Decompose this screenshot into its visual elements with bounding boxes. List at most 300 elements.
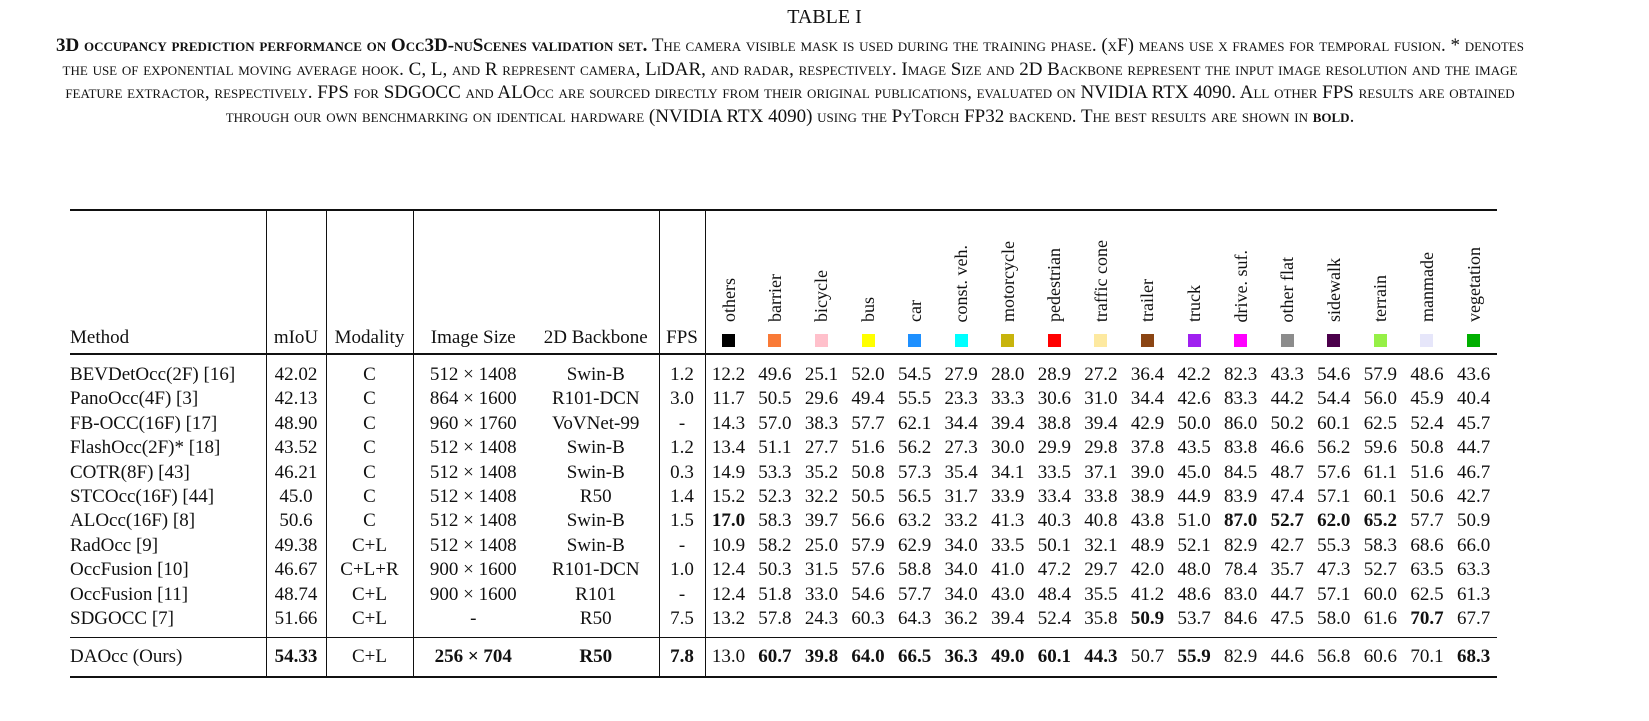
cell-class-iou: 45.9 bbox=[1410, 388, 1444, 410]
cell-class-iou: 33.0 bbox=[804, 583, 839, 605]
cell-class-iou: 35.4 bbox=[944, 461, 978, 483]
class-label: bus bbox=[858, 296, 879, 322]
cell-modality: C bbox=[326, 436, 413, 460]
cell-class-iou: 39.0 bbox=[1130, 461, 1165, 483]
class-label: terrain bbox=[1370, 275, 1391, 322]
table-row bbox=[70, 583, 1497, 607]
cell-fps: 7.5 bbox=[659, 607, 705, 638]
cell-class-iou: 12.4 bbox=[711, 559, 746, 581]
cell-modality: C bbox=[326, 509, 413, 533]
cell-image-size: 900 × 1600 bbox=[429, 583, 517, 605]
cell-class-iou: 65.2 bbox=[1363, 510, 1397, 532]
cell-class-iou: 61.1 bbox=[1363, 461, 1397, 483]
cell-class-iou: 53.3 bbox=[758, 461, 792, 483]
cell-miou: 49.38 bbox=[266, 534, 326, 558]
cell-class-iou: 48.6 bbox=[1177, 583, 1211, 605]
cell-class-iou: 66.0 bbox=[1457, 534, 1491, 556]
cell-fps: 0.3 bbox=[659, 461, 705, 485]
cell-class-iou: 61.6 bbox=[1363, 608, 1397, 630]
cell-method: OccFusion [11] bbox=[70, 583, 266, 607]
cell-class-iou: 39.8 bbox=[798, 638, 845, 678]
cell-class-iou: 86.0 bbox=[1224, 412, 1258, 434]
cell-fps: 1.4 bbox=[659, 485, 705, 509]
cell-class-iou: 36.4 bbox=[1130, 364, 1165, 385]
cell-class-iou: 62.5 bbox=[1363, 412, 1397, 434]
cell-class-iou: 57.9 bbox=[851, 534, 885, 556]
cell-class-iou: 55.9 bbox=[1171, 638, 1218, 678]
cell-class-iou: 44.7 bbox=[1457, 437, 1491, 459]
cell-class-iou: 32.1 bbox=[1084, 534, 1118, 556]
cell-class-iou: 13.2 bbox=[711, 608, 746, 630]
cell-class-iou: 28.0 bbox=[991, 364, 1025, 385]
cell-method: COTR(8F) [43] bbox=[70, 461, 266, 485]
cell-image-size: 960 × 1760 bbox=[429, 412, 517, 434]
class-color-swatch bbox=[768, 334, 781, 347]
cell-class-iou: 57.7 bbox=[851, 412, 885, 434]
cell-backbone: R101 bbox=[533, 583, 659, 607]
cell-class-iou: 47.2 bbox=[1037, 559, 1071, 581]
cell-class-iou: 30.0 bbox=[991, 437, 1025, 459]
cell-class-iou: 49.4 bbox=[851, 388, 885, 410]
header-class-manmade bbox=[1404, 210, 1451, 354]
cell-class-iou: 10.9 bbox=[711, 534, 746, 556]
header-class-motorcycle bbox=[984, 210, 1031, 354]
class-color-swatch bbox=[1048, 334, 1061, 347]
cell-class-iou: 46.6 bbox=[1270, 437, 1304, 459]
cell-class-iou: 52.4 bbox=[1410, 412, 1444, 434]
cell-class-iou: 52.7 bbox=[1363, 559, 1397, 581]
cell-class-iou: 50.0 bbox=[1177, 412, 1211, 434]
cell-class-iou: 78.4 bbox=[1224, 559, 1258, 581]
header-class-truck bbox=[1171, 210, 1218, 354]
cell-class-iou: 64.3 bbox=[897, 608, 932, 630]
cell-class-iou: 52.3 bbox=[758, 486, 792, 508]
cell-class-iou: 52.0 bbox=[851, 364, 885, 385]
header-class-const-veh bbox=[938, 210, 985, 354]
cell-fps: - bbox=[659, 583, 705, 607]
class-color-swatch bbox=[1094, 334, 1107, 347]
cell-class-iou: 30.6 bbox=[1037, 388, 1071, 410]
cell-class-iou: 33.5 bbox=[1037, 461, 1071, 483]
cell-class-iou: 35.7 bbox=[1270, 559, 1304, 581]
header-class-barrier bbox=[752, 210, 799, 354]
cell-miou: 46.67 bbox=[266, 558, 326, 582]
cell-modality: C bbox=[326, 412, 413, 436]
cell-class-iou: 56.2 bbox=[1317, 437, 1351, 459]
header-image-size: Image Size bbox=[413, 210, 533, 354]
cell-class-iou: 68.3 bbox=[1450, 638, 1497, 678]
cell-class-iou: 13.0 bbox=[705, 638, 752, 678]
header-method: Method bbox=[70, 210, 266, 354]
cell-class-iou: 61.3 bbox=[1457, 583, 1491, 605]
cell-backbone: Swin-B bbox=[533, 436, 659, 460]
cell-class-iou: 43.5 bbox=[1177, 437, 1211, 459]
cell-class-iou: 37.8 bbox=[1130, 437, 1165, 459]
cell-class-iou: 82.3 bbox=[1224, 364, 1258, 385]
cell-class-iou: 31.7 bbox=[944, 486, 978, 508]
cell-backbone: R50 bbox=[533, 485, 659, 509]
cell-class-iou: 42.0 bbox=[1130, 559, 1165, 581]
cell-class-iou: 56.8 bbox=[1311, 638, 1358, 678]
cell-backbone: Swin-B bbox=[533, 461, 659, 485]
cell-backbone: Swin-B bbox=[533, 509, 659, 533]
cell-class-iou: 48.9 bbox=[1130, 534, 1165, 556]
cell-class-iou: 63.3 bbox=[1457, 559, 1491, 581]
cell-class-iou: 82.9 bbox=[1224, 534, 1258, 556]
cell-class-iou: 33.4 bbox=[1037, 486, 1071, 508]
cell-class-iou: 12.2 bbox=[711, 364, 746, 385]
cell-class-iou: 27.3 bbox=[944, 437, 978, 459]
table-row bbox=[70, 607, 1497, 638]
cell-class-iou: 58.3 bbox=[758, 510, 792, 532]
cell-class-iou: 24.3 bbox=[804, 608, 839, 630]
class-label: vegetation bbox=[1463, 247, 1484, 322]
cell-class-iou: 33.5 bbox=[991, 534, 1025, 556]
cell-class-iou: 50.9 bbox=[1130, 608, 1165, 630]
cell-class-iou: 87.0 bbox=[1224, 510, 1258, 532]
cell-class-iou: 48.7 bbox=[1270, 461, 1304, 483]
cell-class-iou: 42.6 bbox=[1177, 388, 1211, 410]
cell-class-iou: 13.4 bbox=[711, 437, 746, 459]
cell-image-size: 512 × 1408 bbox=[429, 534, 517, 556]
cell-class-iou: 60.1 bbox=[1317, 412, 1351, 434]
cell-method: DAOcc (Ours) bbox=[70, 638, 266, 678]
cell-fps: 1.2 bbox=[659, 354, 705, 387]
table-row bbox=[70, 387, 1497, 411]
cell-class-iou: 83.8 bbox=[1224, 437, 1258, 459]
cell-class-iou: 59.6 bbox=[1363, 437, 1397, 459]
cell-modality: C bbox=[326, 485, 413, 509]
cell-class-iou: 70.1 bbox=[1404, 638, 1451, 678]
class-color-swatch bbox=[815, 334, 828, 347]
cell-class-iou: 28.9 bbox=[1037, 364, 1071, 385]
header-class-traffic-cone bbox=[1078, 210, 1125, 354]
table-row bbox=[70, 354, 1497, 387]
cell-class-iou: 27.7 bbox=[804, 437, 839, 459]
cell-class-iou: 27.9 bbox=[944, 364, 978, 385]
cell-fps: - bbox=[659, 412, 705, 436]
cell-backbone: R101-DCN bbox=[533, 558, 659, 582]
cell-class-iou: 46.7 bbox=[1457, 461, 1491, 483]
cell-miou: 51.66 bbox=[266, 607, 326, 638]
cell-class-iou: 68.6 bbox=[1410, 534, 1444, 556]
cell-class-iou: 44.7 bbox=[1270, 583, 1304, 605]
cell-class-iou: 51.1 bbox=[758, 437, 792, 459]
cell-backbone: Swin-B bbox=[533, 534, 659, 558]
cell-class-iou: 67.7 bbox=[1457, 608, 1491, 630]
cell-class-iou: 60.1 bbox=[1363, 486, 1397, 508]
class-color-swatch bbox=[862, 334, 875, 347]
cell-class-iou: 23.3 bbox=[944, 388, 978, 410]
cell-class-iou: 42.7 bbox=[1457, 486, 1491, 508]
cell-miou: 50.6 bbox=[266, 509, 326, 533]
header-class-car bbox=[891, 210, 938, 354]
cell-backbone: R101-DCN bbox=[533, 387, 659, 411]
cell-class-iou: 35.2 bbox=[804, 461, 839, 483]
cell-class-iou: 50.1 bbox=[1037, 534, 1071, 556]
cell-class-iou: 45.7 bbox=[1457, 412, 1491, 434]
cell-class-iou: 58.3 bbox=[1363, 534, 1397, 556]
header-class-terrain bbox=[1357, 210, 1404, 354]
class-color-swatch bbox=[1374, 334, 1387, 347]
class-color-swatch bbox=[1188, 334, 1201, 347]
cell-class-iou: 31.0 bbox=[1084, 388, 1118, 410]
cell-class-iou: 48.4 bbox=[1037, 583, 1071, 605]
class-label: sidewalk bbox=[1323, 258, 1344, 322]
cell-class-iou: 34.0 bbox=[944, 559, 978, 581]
cell-modality: C+L+R bbox=[326, 558, 413, 582]
cell-class-iou: 25.0 bbox=[804, 534, 839, 556]
cell-fps: 3.0 bbox=[659, 387, 705, 411]
cell-fps: 7.8 bbox=[659, 638, 705, 678]
cell-class-iou: 50.8 bbox=[1410, 437, 1444, 459]
cell-image-size: 512 × 1408 bbox=[429, 461, 517, 483]
cell-method: FB-OCC(16F) [17] bbox=[70, 412, 266, 436]
cell-fps: 1.5 bbox=[659, 509, 705, 533]
cell-class-iou: 49.0 bbox=[984, 638, 1031, 678]
cell-class-iou: 50.3 bbox=[758, 559, 792, 581]
cell-class-iou: 32.2 bbox=[804, 486, 839, 508]
header-fps: FPS bbox=[659, 210, 705, 354]
cell-class-iou: 57.7 bbox=[897, 583, 932, 605]
cell-backbone: Swin-B bbox=[533, 354, 659, 387]
cell-class-iou: 56.5 bbox=[897, 486, 932, 508]
cell-fps: 1.2 bbox=[659, 436, 705, 460]
cell-class-iou: 84.6 bbox=[1224, 608, 1258, 630]
cell-class-iou: 38.3 bbox=[804, 412, 839, 434]
table-body bbox=[70, 354, 1497, 677]
cell-class-iou: 29.6 bbox=[804, 388, 839, 410]
header-class-vegetation bbox=[1450, 210, 1497, 354]
cell-class-iou: 48.6 bbox=[1410, 364, 1444, 385]
cell-class-iou: 44.9 bbox=[1177, 486, 1211, 508]
cell-image-size: 900 × 1600 bbox=[429, 559, 517, 581]
cell-class-iou: 42.9 bbox=[1130, 412, 1165, 434]
cell-class-iou: 39.7 bbox=[804, 510, 839, 532]
cell-class-iou: 64.0 bbox=[845, 638, 892, 678]
header-miou: mIoU bbox=[266, 210, 326, 354]
cell-class-iou: 11.7 bbox=[712, 388, 745, 410]
class-color-swatch bbox=[908, 334, 921, 347]
cell-class-iou: 54.6 bbox=[851, 583, 885, 605]
cell-class-iou: 51.0 bbox=[1177, 510, 1211, 532]
cell-class-iou: 43.3 bbox=[1270, 364, 1304, 385]
cell-class-iou: 52.7 bbox=[1270, 510, 1304, 532]
cell-class-iou: 45.0 bbox=[1177, 461, 1211, 483]
cell-class-iou: 83.0 bbox=[1224, 583, 1258, 605]
class-label: car bbox=[904, 300, 925, 322]
cell-class-iou: 43.6 bbox=[1457, 364, 1491, 385]
cell-class-iou: 41.2 bbox=[1130, 583, 1165, 605]
cell-class-iou: 35.8 bbox=[1084, 608, 1118, 630]
cell-miou: 48.74 bbox=[266, 583, 326, 607]
cell-class-iou: 44.3 bbox=[1078, 638, 1125, 678]
cell-miou: 42.13 bbox=[266, 387, 326, 411]
cell-class-iou: 44.6 bbox=[1264, 638, 1311, 678]
class-color-swatch bbox=[722, 334, 735, 347]
cell-class-iou: 57.7 bbox=[1410, 510, 1444, 532]
cell-method: OccFusion [10] bbox=[70, 558, 266, 582]
cell-miou: 48.90 bbox=[266, 412, 326, 436]
cell-class-iou: 47.3 bbox=[1317, 559, 1351, 581]
cell-class-iou: 62.0 bbox=[1317, 510, 1351, 532]
cell-class-iou: 50.2 bbox=[1270, 412, 1304, 434]
cell-class-iou: 60.1 bbox=[1031, 638, 1078, 678]
header-class-bus bbox=[845, 210, 892, 354]
class-color-swatch bbox=[1281, 334, 1294, 347]
cell-class-iou: 66.5 bbox=[891, 638, 938, 678]
cell-class-iou: 54.5 bbox=[897, 364, 932, 385]
cell-class-iou: 48.0 bbox=[1177, 559, 1211, 581]
class-color-swatch bbox=[1327, 334, 1340, 347]
cell-class-iou: 57.6 bbox=[851, 559, 885, 581]
cell-class-iou: 31.5 bbox=[804, 559, 839, 581]
cell-class-iou: 50.6 bbox=[1410, 486, 1444, 508]
class-color-swatch bbox=[1234, 334, 1247, 347]
cell-modality: C+L bbox=[326, 607, 413, 638]
cell-class-iou: 63.5 bbox=[1410, 559, 1444, 581]
cell-class-iou: 14.9 bbox=[711, 461, 746, 483]
cell-class-iou: 37.1 bbox=[1084, 461, 1118, 483]
table-row-ours bbox=[70, 638, 1497, 678]
cell-class-iou: 63.2 bbox=[897, 510, 932, 532]
class-color-swatch bbox=[1467, 334, 1480, 347]
cell-class-iou: 50.5 bbox=[758, 388, 792, 410]
cell-class-iou: 47.5 bbox=[1270, 608, 1304, 630]
cell-modality: C+L bbox=[326, 534, 413, 558]
cell-method: FlashOcc(2F)* [18] bbox=[70, 436, 266, 460]
cell-class-iou: 57.1 bbox=[1317, 583, 1351, 605]
cell-method: ALOcc(16F) [8] bbox=[70, 509, 266, 533]
header-class-other-flat bbox=[1264, 210, 1311, 354]
cell-class-iou: 29.7 bbox=[1084, 559, 1118, 581]
cell-image-size: 512 × 1408 bbox=[429, 437, 517, 459]
cell-miou: 54.33 bbox=[266, 638, 326, 678]
cell-class-iou: 47.4 bbox=[1270, 486, 1304, 508]
table-row bbox=[70, 412, 1497, 436]
cell-class-iou: 39.4 bbox=[991, 412, 1025, 434]
cell-class-iou: 42.2 bbox=[1177, 364, 1211, 385]
cell-class-iou: 57.1 bbox=[1317, 486, 1351, 508]
cell-class-iou: 57.0 bbox=[758, 412, 792, 434]
cell-image-size: 512 × 1408 bbox=[429, 510, 517, 532]
cell-class-iou: 33.8 bbox=[1084, 486, 1118, 508]
cell-class-iou: 35.5 bbox=[1084, 583, 1118, 605]
cell-class-iou: 50.7 bbox=[1124, 638, 1171, 678]
cell-class-iou: 57.9 bbox=[1363, 364, 1397, 385]
cell-class-iou: 41.3 bbox=[991, 510, 1025, 532]
cell-class-iou: 55.3 bbox=[1317, 534, 1351, 556]
cell-class-iou: 60.6 bbox=[1357, 638, 1404, 678]
cell-miou: 45.0 bbox=[266, 485, 326, 509]
header-backbone: 2D Backbone bbox=[533, 210, 659, 354]
cell-modality: C bbox=[326, 461, 413, 485]
cell-miou: 42.02 bbox=[266, 354, 326, 387]
caption-bold-word: bold bbox=[1312, 105, 1350, 127]
cell-miou: 46.21 bbox=[266, 461, 326, 485]
cell-class-iou: 82.9 bbox=[1217, 638, 1264, 678]
cell-class-iou: 33.2 bbox=[944, 510, 978, 532]
cell-class-iou: 34.0 bbox=[944, 534, 978, 556]
cell-class-iou: 34.1 bbox=[991, 461, 1025, 483]
cell-class-iou: 12.4 bbox=[711, 583, 746, 605]
cell-class-iou: 56.2 bbox=[897, 437, 932, 459]
cell-class-iou: 49.6 bbox=[758, 364, 792, 385]
header-class-trailer bbox=[1124, 210, 1171, 354]
cell-method: BEVDetOcc(2F) [16] bbox=[70, 354, 266, 387]
cell-class-iou: 44.2 bbox=[1270, 388, 1304, 410]
table-row bbox=[70, 485, 1497, 509]
class-color-swatch bbox=[1001, 334, 1014, 347]
class-label: other flat bbox=[1277, 256, 1298, 322]
header-modality: Modality bbox=[326, 210, 413, 354]
cell-class-iou: 33.9 bbox=[991, 486, 1025, 508]
cell-class-iou: 33.3 bbox=[991, 388, 1025, 410]
cell-modality: C bbox=[326, 387, 413, 411]
cell-class-iou: 54.4 bbox=[1317, 388, 1351, 410]
cell-class-iou: 60.3 bbox=[851, 608, 885, 630]
class-color-swatch bbox=[955, 334, 968, 347]
cell-class-iou: 36.2 bbox=[944, 608, 978, 630]
header-row bbox=[70, 210, 1497, 354]
cell-class-iou: 56.6 bbox=[851, 510, 885, 532]
cell-class-iou: 34.0 bbox=[944, 583, 978, 605]
class-label: trailer bbox=[1137, 279, 1158, 322]
cell-method: RadOcc [9] bbox=[70, 534, 266, 558]
cell-class-iou: 43.0 bbox=[991, 583, 1025, 605]
cell-method: STCOcc(16F) [44] bbox=[70, 485, 266, 509]
cell-class-iou: 60.0 bbox=[1363, 583, 1397, 605]
cell-modality: C bbox=[326, 354, 413, 387]
cell-class-iou: 25.1 bbox=[804, 364, 839, 385]
cell-backbone: R50 bbox=[533, 607, 659, 638]
cell-miou: 43.52 bbox=[266, 436, 326, 460]
cell-class-iou: 29.8 bbox=[1084, 437, 1118, 459]
header-class-others bbox=[705, 210, 752, 354]
cell-fps: 1.0 bbox=[659, 558, 705, 582]
results-table bbox=[70, 209, 1497, 678]
cell-class-iou: 62.9 bbox=[897, 534, 932, 556]
cell-class-iou: 43.8 bbox=[1130, 510, 1165, 532]
class-label: motorcycle bbox=[997, 241, 1018, 322]
cell-class-iou: 54.6 bbox=[1317, 364, 1351, 385]
cell-image-size: 256 × 704 bbox=[413, 638, 533, 678]
cell-class-iou: 29.9 bbox=[1037, 437, 1071, 459]
cell-fps: - bbox=[659, 534, 705, 558]
cell-method: SDGOCC [7] bbox=[70, 607, 266, 638]
header-class-drive-suf bbox=[1217, 210, 1264, 354]
cell-method: PanoOcc(4F) [3] bbox=[70, 387, 266, 411]
cell-backbone: VoVNet-99 bbox=[533, 412, 659, 436]
cell-class-iou: 17.0 bbox=[711, 510, 746, 532]
caption-body: The camera visible mask is used during the training phase. (xF) means use x frames for temporal fusion. * denotes the use of exponential moving average hook. C, L, and R represent camera, LiDAR, and radar, respectively. Image Size and 2D Backbone represent the input image resolution and the image feature extractor, respectively. FPS for SDGOCC and ALOcc are sourced directly from their original publications, evaluated on NVIDIA RTX 4090. All other FPS results are obtained through our own benchmarking on identical hardware (NVIDIA RTX 4090) using the PyTorch FP32 backend. The best results are shown in bbox=[62, 35, 1524, 127]
table-row bbox=[70, 534, 1497, 558]
table-row bbox=[70, 436, 1497, 460]
cell-image-size: 512 × 1408 bbox=[429, 486, 517, 508]
table-caption bbox=[50, 34, 1530, 128]
class-label: drive. suf. bbox=[1230, 249, 1251, 322]
cell-image-size: 512 × 1408 bbox=[429, 364, 517, 385]
class-color-swatch bbox=[1420, 334, 1433, 347]
cell-class-iou: 34.4 bbox=[944, 412, 978, 434]
cell-backbone: R50 bbox=[533, 638, 659, 678]
cell-class-iou: 52.4 bbox=[1037, 608, 1071, 630]
cell-modality: C+L bbox=[326, 638, 413, 678]
class-label: truck bbox=[1184, 285, 1205, 322]
cell-class-iou: 57.3 bbox=[897, 461, 932, 483]
cell-class-iou: 39.4 bbox=[991, 608, 1025, 630]
cell-class-iou: 51.6 bbox=[1410, 461, 1444, 483]
